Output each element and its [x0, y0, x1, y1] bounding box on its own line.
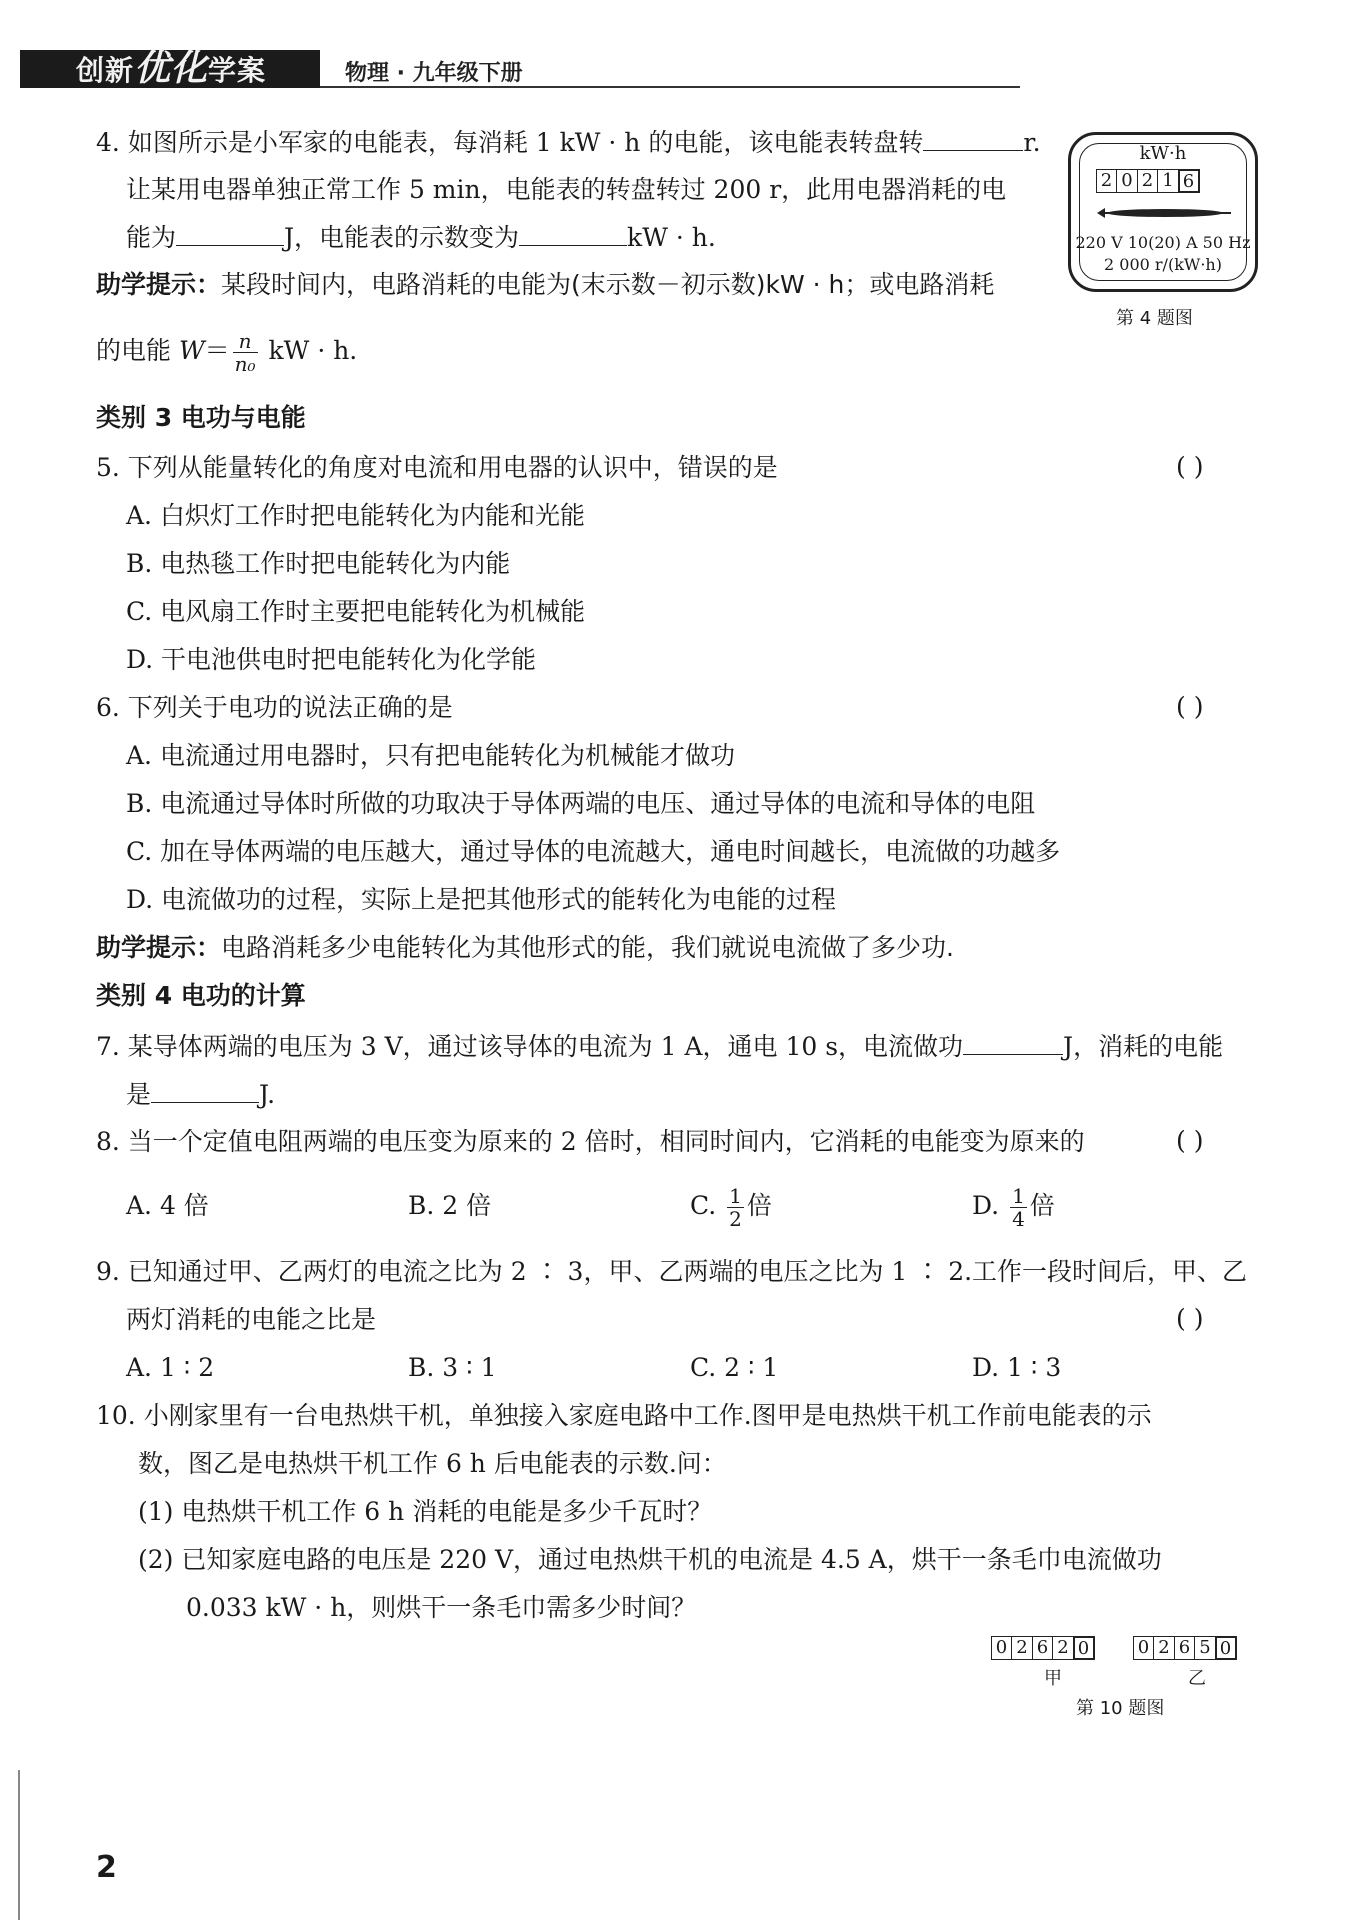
yi-digit: 5	[1194, 1636, 1216, 1660]
q8-option-b: B. 2 倍	[408, 1191, 492, 1220]
q8-option-d-fraction	[1010, 1185, 1027, 1230]
yi-digit: 2	[1153, 1636, 1175, 1660]
meter-constant: 2 000 r/(kW·h)	[1104, 255, 1222, 274]
q9-option-a: A. 1 ∶ 2	[126, 1353, 215, 1382]
q10-figure-caption: 第 10 题图	[1076, 1698, 1165, 1719]
q6-hint-text: 电路消耗多少电能转化为其他形式的能，我们就说电流做了多少功.	[221, 933, 954, 962]
brand-part-c: 学案	[208, 54, 267, 87]
q8-option-c-den: 2	[729, 1207, 742, 1231]
q8-option-d-suffix: 倍	[1029, 1191, 1055, 1220]
yi-digit-decimal: 0	[1215, 1636, 1237, 1660]
jia-digit: 0	[991, 1636, 1013, 1660]
q4-hint-text: 某段时间内，电路消耗的电能为(末示数－初示数)kW · h；或电路消耗	[221, 270, 995, 299]
label-jia: 甲	[1044, 1668, 1062, 1689]
q4-text-1a: 如图所示是小军家的电能表，每消耗 1 kW · h 的电能，该电能表转盘转	[127, 128, 924, 157]
category-4-heading: 类别 4 电功的计算	[96, 981, 306, 1010]
q4-blank-3[interactable]	[519, 221, 627, 246]
q4-text-3b: J，电能表的示数变为	[284, 223, 520, 252]
q9-option-d: D. 1 ∶ 3	[972, 1353, 1062, 1382]
q6-hint-label: 助学提示：	[96, 933, 222, 962]
q8-option-c-fraction	[727, 1185, 744, 1230]
q4-line-2: 让某用电器单独正常工作 5 min，电能表的转盘转过 200 r，此用电器消耗的电	[126, 175, 1007, 204]
q9-option-b: B. 3 ∶ 1	[408, 1353, 497, 1382]
subject-title: 物理 · 九年级下册	[345, 61, 523, 86]
q8-option-c-num: 1	[729, 1184, 742, 1208]
q5-answer-paren[interactable]: ( )	[1176, 452, 1204, 481]
meter-disk-icon	[1091, 201, 1237, 225]
meter-digit-decimal: 6	[1178, 169, 1200, 193]
q8-answer-paren[interactable]: ( )	[1176, 1126, 1204, 1155]
jia-digit-decimal: 0	[1073, 1636, 1095, 1660]
q5-stem: 5. 下列从能量转化的角度对电流和用电器的认识中，错误的是	[96, 453, 778, 482]
page-edge-line	[18, 1770, 20, 1920]
q5-option-d: D. 干电池供电时把电能转化为化学能	[126, 645, 537, 674]
q4-hint-label: 助学提示：	[96, 270, 222, 299]
q10-part-2-line-1: (2) 已知家庭电路的电压是 220 V，通过电热烘干机的电流是 4.5 A，烘干一条毛巾电流做功	[138, 1545, 1162, 1574]
meter-unit: kW·h	[1139, 143, 1187, 164]
q4-figure-caption: 第 4 题图	[1116, 308, 1193, 329]
q8-stem: 8. 当一个定值电阻两端的电压变为原来的 2 倍时，相同时间内，它消耗的电能变为原来的	[96, 1127, 1085, 1156]
meter-reading-yi	[1134, 1636, 1237, 1660]
q6-option-b: B. 电流通过导体时所做的功取决于导体两端的电压、通过导体的电流和导体的电阻	[126, 789, 1036, 818]
q5-option-b: B. 电热毯工作时把电能转化为内能	[126, 549, 511, 578]
q10-part-2-line-2: 0.033 kW · h，则烘干一条毛巾需多少时间？	[186, 1593, 697, 1622]
jia-digit: 2	[1011, 1636, 1033, 1660]
q9-line-2: 两灯消耗的电能之比是	[126, 1305, 377, 1334]
meter-digit: 1	[1157, 169, 1179, 193]
q7-line-2	[126, 1078, 275, 1111]
q4-hint2-eq: ＝	[204, 336, 230, 365]
q6-option-a: A. 电流通过用电器时，只有把电能转化为机械能才做功	[126, 741, 735, 770]
category-3-heading: 类别 3 电功与电能	[96, 403, 306, 432]
q8-option-d	[972, 1172, 1055, 1240]
header-rule	[320, 86, 1020, 88]
q8-option-d-den: 4	[1012, 1207, 1025, 1231]
q10-part-1: (1) 电热烘干机工作 6 h 消耗的电能是多少千瓦时？	[138, 1497, 713, 1526]
q8-option-c-label: C.	[690, 1191, 717, 1220]
label-yi: 乙	[1188, 1668, 1206, 1689]
q7-text-2b: J.	[259, 1080, 276, 1109]
q6-stem: 6. 下列关于电功的说法正确的是	[96, 693, 453, 722]
q4-hint2-text-a: 的电能	[96, 336, 179, 365]
q7-text-2a: 是	[126, 1080, 152, 1109]
jia-digit: 2	[1052, 1636, 1074, 1660]
electric-meter-figure	[1068, 132, 1258, 292]
q4-blank-2[interactable]	[176, 221, 284, 246]
meter-digit: 2	[1137, 169, 1159, 193]
q7-line-1	[96, 1030, 1223, 1063]
meter-digits	[1097, 169, 1200, 193]
brand-part-b: 优化	[134, 48, 209, 89]
q9-option-c: C. 2 ∶ 1	[690, 1353, 779, 1382]
q4-hint2-text-b: kW · h.	[260, 336, 358, 365]
jia-digit: 6	[1032, 1636, 1054, 1660]
meter-digit: 2	[1096, 169, 1118, 193]
q9-answer-paren[interactable]: ( )	[1176, 1304, 1204, 1333]
q8-option-d-num: 1	[1012, 1184, 1025, 1208]
q4-hint-line-1	[96, 269, 994, 301]
q4-hint2-fraction	[233, 330, 258, 375]
q8-option-d-label: D.	[972, 1191, 1000, 1220]
meter-digit: 0	[1116, 169, 1138, 193]
q8-option-c	[690, 1172, 772, 1240]
q8-option-c-suffix: 倍	[746, 1191, 772, 1220]
brand-part-a: 创新	[76, 54, 135, 87]
meter-rating: 220 V 10(20) A 50 Hz	[1075, 233, 1251, 252]
q5-option-c: C. 电风扇工作时主要把电能转化为机械能	[126, 597, 586, 626]
q4-hint-line-2	[96, 323, 357, 379]
q4-line-1	[96, 126, 1041, 159]
q4-text-3a: 能为	[126, 223, 177, 252]
q7-blank-2[interactable]	[151, 1078, 259, 1103]
q6-answer-paren[interactable]: ( )	[1176, 692, 1204, 721]
q4-hint2-fraction-num: n	[233, 330, 258, 353]
q4-hint2-fraction-den: n₀	[234, 352, 256, 376]
meter-reading-jia	[992, 1636, 1095, 1660]
q9-line-1: 9. 已知通过甲、乙两灯的电流之比为 2 ∶ 3，甲、乙两端的电压之比为 1 ∶ 2.工作一段时间后，甲、乙	[96, 1257, 1248, 1286]
page-number: 2	[96, 1850, 117, 1885]
brand-title	[76, 48, 267, 89]
q4-line-3	[126, 221, 716, 254]
yi-digit: 6	[1174, 1636, 1196, 1660]
q6-hint	[96, 932, 954, 964]
q4-blank-1[interactable]	[923, 126, 1023, 151]
q7-text-1b: J，消耗的电能	[1063, 1032, 1224, 1061]
q4-hint2-w: W	[178, 336, 205, 365]
q10-line-2: 数，图乙是电热烘干机工作 6 h 后电能表的示数.问：	[138, 1449, 727, 1478]
q7-text-1a: 7. 某导体两端的电压为 3 V，通过该导体的电流为 1 A，通电 10 s，电流做功	[96, 1032, 964, 1061]
q4-number: 4.	[96, 128, 120, 157]
q7-blank-1[interactable]	[963, 1030, 1063, 1055]
q4-text-3c: kW · h.	[627, 223, 716, 252]
q6-option-d: D. 电流做功的过程，实际上是把其他形式的能转化为电能的过程	[126, 885, 837, 914]
yi-digit: 0	[1133, 1636, 1155, 1660]
q10-line-1: 10. 小刚家里有一台电热烘干机，单独接入家庭电路中工作.图甲是电热烘干机工作前电能表的示	[96, 1401, 1152, 1430]
q6-option-c: C. 加在导体两端的电压越大，通过导体的电流越大，通电时间越长，电流做的功越多	[126, 837, 1061, 866]
q5-option-a: A. 白炽灯工作时把电能转化为内能和光能	[126, 501, 585, 530]
q8-option-a: A. 4 倍	[126, 1191, 209, 1220]
q4-text-1b: r.	[1023, 128, 1041, 157]
